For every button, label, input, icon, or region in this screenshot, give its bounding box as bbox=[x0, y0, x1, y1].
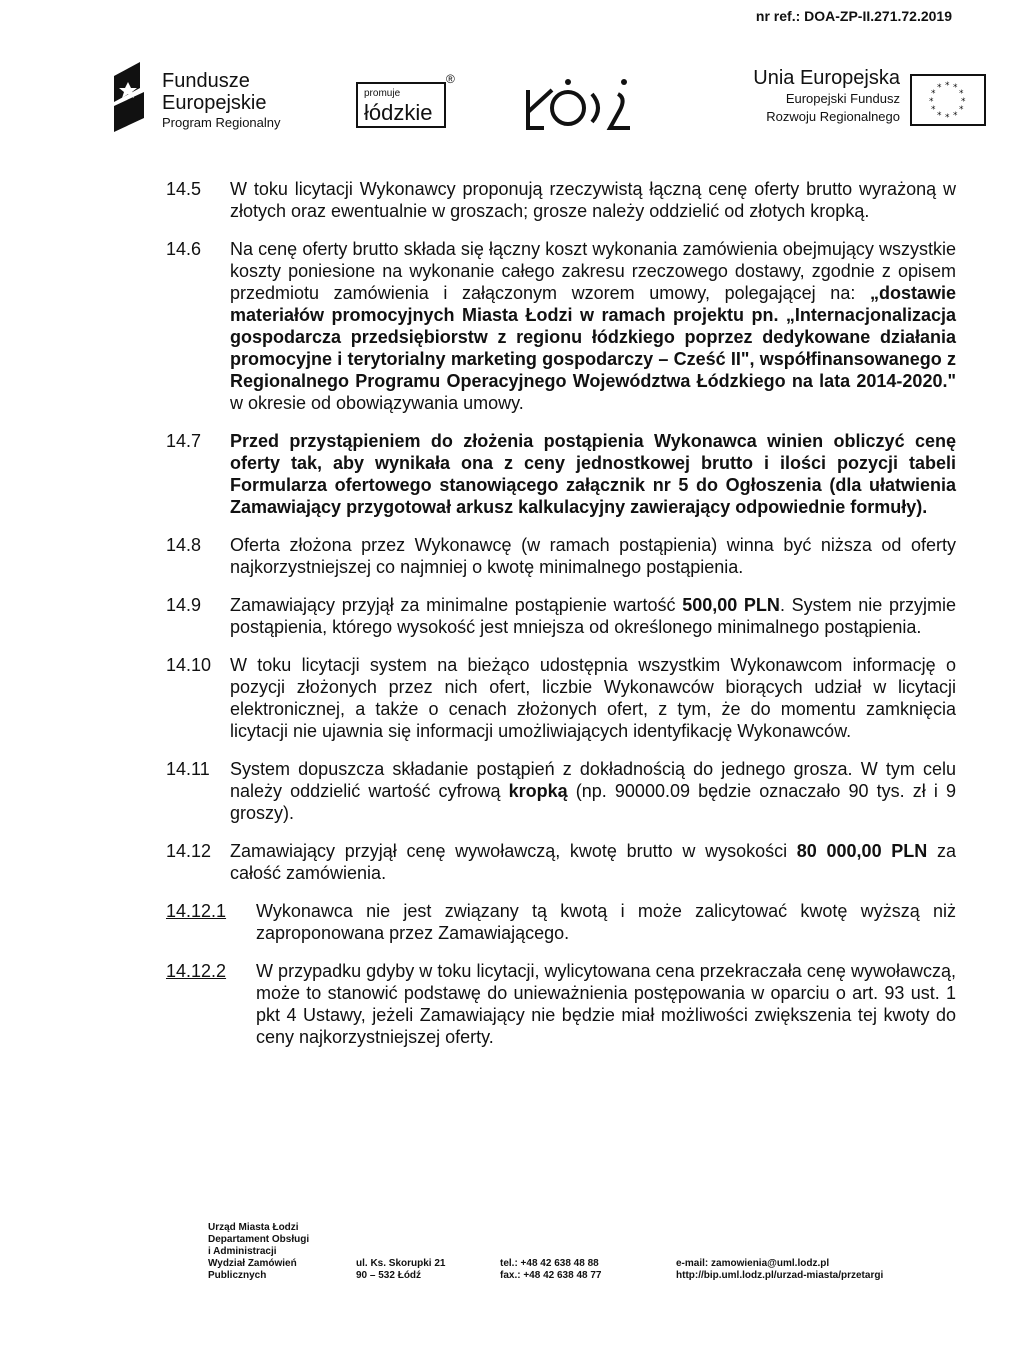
bold-text: „dostawie materiałów promocyjnych Miasta Łodzi w ramach projektu pn. „Internacjonalizacja gospodarcza przedsiębiorstw z regionu łódzkiego poprzez dedykowane działania promocyjne i terytorialny marketing gospodarczy – Cześć II", współfinansowanego z Regionalnego Programu Operacyjnego Województwa Łódzkiego na lata 2014-2020." bbox=[230, 283, 956, 391]
eu-stars-icon bbox=[912, 76, 984, 124]
footer-address bbox=[356, 1258, 445, 1282]
footer-url: http://bip.uml.lodz.pl/urzad-miasta/przetargi bbox=[676, 1270, 884, 1281]
text-run: W toku licytacji system na bieżąco udostępnia wszystkim Wykonawcom informację o pozycji złożonych przez nich ofert, liczbie Wykonawców biorących udział w licytacji elektronicznej, a także o cenach złożonych ofert, z tym, że do momentu zamknięcia licytacji nie ujawnia się informacji umożliwiających identyfikację Wykonawców. bbox=[230, 655, 956, 741]
ue-line2: Europejski Fundusz bbox=[785, 91, 900, 106]
text-run: System dopuszcza składanie postąpień z dokładnością do jednego grosza. W tym celu należy oddzielić wartość cyfrową bbox=[230, 759, 956, 801]
bold-text: Przed przystąpieniem do złożenia postąpienia Wykonawca winien obliczyć cenę oferty tak, aby wynikała ona z ceny jednostkowej brutto i ilości pozycji tabeli Formularza ofertowego stanowiącego załącznik nr 5 do Ogłoszenia (dla ułatwienia Zamawiający przygotował arkusz kalkulacyjny zawierający odpowiednie formuły). bbox=[230, 431, 956, 517]
section-number: 14.8 bbox=[166, 535, 202, 555]
svg-text:*: * bbox=[961, 97, 966, 107]
svg-text:*: * bbox=[937, 111, 942, 121]
section-number: 14.5 bbox=[166, 179, 202, 199]
svg-text:*: * bbox=[937, 83, 942, 93]
ue-line3: Rozwoju Regionalnego bbox=[766, 109, 900, 124]
fe-line2: Europejskie bbox=[162, 92, 267, 114]
section-text bbox=[230, 430, 956, 518]
bold-text: 500,00 PLN bbox=[682, 595, 780, 615]
footer-address-line: ul. Ks. Skorupki 21 bbox=[356, 1258, 446, 1269]
section-text bbox=[256, 900, 956, 944]
footer-address-line: 90 – 532 Łódź bbox=[356, 1270, 422, 1281]
header-logos bbox=[110, 62, 990, 152]
section-text bbox=[230, 178, 956, 222]
section-number: 14.12.2 bbox=[166, 961, 227, 981]
section-text bbox=[230, 840, 956, 884]
footer-org-line: Publicznych bbox=[208, 1270, 267, 1281]
bold-text: kropką bbox=[508, 781, 568, 801]
text-run: Zamawiający przyjął cenę wywoławczą, kwotę brutto w wysokości bbox=[230, 841, 797, 861]
section-number: 14.12.1 bbox=[166, 901, 227, 921]
section-text bbox=[230, 758, 956, 824]
section-number: 14.12 bbox=[166, 841, 212, 861]
footer-fax-line: fax.: +48 42 638 48 77 bbox=[500, 1270, 602, 1281]
section-14-12-2 bbox=[166, 960, 956, 1048]
section-14-10 bbox=[166, 654, 956, 742]
footer-email: e-mail: zamowienia@uml.lodz.pl bbox=[676, 1258, 830, 1269]
bold-text: 80 000,00 PLN bbox=[796, 841, 928, 861]
section-14-9 bbox=[166, 594, 956, 638]
lodzkie-small-text: promuje bbox=[364, 88, 401, 99]
svg-text:*: * bbox=[931, 89, 936, 99]
fe-line3: Program Regionalny bbox=[162, 115, 281, 130]
section-14-11 bbox=[166, 758, 956, 824]
section-text bbox=[230, 534, 956, 578]
svg-text:*: * bbox=[945, 113, 950, 123]
section-text bbox=[230, 594, 956, 638]
section-14-8 bbox=[166, 534, 956, 578]
svg-text:*: * bbox=[953, 111, 958, 121]
footer-phone-line: tel.: +48 42 638 48 88 bbox=[500, 1258, 599, 1269]
registered-mark: ® bbox=[446, 72, 455, 86]
text-run: Na cenę oferty brutto składa się łączny koszt wykonania zamówienia obejmujący wszystkie koszty poniesione na wykonanie całego zakresu rzeczowego dostawy, zgodnie z opisem przedmiotu zamówienia i załączonym wzorem umowy, polegającej na: bbox=[230, 239, 956, 303]
section-number: 14.11 bbox=[166, 759, 210, 779]
svg-text:*: * bbox=[931, 105, 936, 115]
section-text bbox=[230, 238, 956, 414]
footer bbox=[208, 1222, 968, 1302]
text-run: W toku licytacji Wykonawcy proponują rzeczywistą łączną cenę oferty brutto wyrażoną w złotych oraz ewentualnie w groszach; grosze należy oddzielić od złotych kropką. bbox=[230, 179, 956, 221]
section-number: 14.9 bbox=[166, 595, 202, 615]
text-run: Wykonawca nie jest związany tą kwotą i może zalicytować kwotę wyższą niż zaproponowana przez Zamawiającego. bbox=[256, 901, 956, 943]
footer-org-line: Urząd Miasta Łodzi bbox=[208, 1222, 299, 1233]
text-run: (np. 90000.09 będzie oznaczało 90 tys. zł i 9 groszy). bbox=[230, 781, 956, 823]
text-run: w okresie od obowiązywania umowy. bbox=[230, 393, 524, 413]
section-14-5 bbox=[166, 178, 956, 222]
text-run: Oferta złożona przez Wykonawcę (w ramach postąpienia) winna być niższa od oferty najkorzystniejszej co najmniej o kwotę minimalnego postąpienia. bbox=[230, 535, 956, 577]
footer-org-line: Departament Obsługi bbox=[208, 1234, 310, 1245]
section-14-12 bbox=[166, 840, 956, 884]
svg-text:*: * bbox=[929, 97, 934, 107]
reference-number: nr ref.: DOA-ZP-II.271.72.2019 bbox=[755, 8, 952, 24]
svg-text:*: * bbox=[959, 105, 964, 115]
text-run: za całość zamówienia. bbox=[230, 841, 956, 883]
section-number: 14.6 bbox=[166, 239, 202, 259]
footer-org-line: i Administracji bbox=[208, 1246, 277, 1257]
section-number: 14.10 bbox=[166, 655, 212, 675]
document-body bbox=[166, 178, 956, 1064]
svg-text:*: * bbox=[959, 89, 964, 99]
unia-europejska-text bbox=[720, 66, 900, 126]
svg-text:*: * bbox=[953, 83, 958, 93]
fundusze-europejskie-logo-icon bbox=[110, 62, 148, 134]
section-14-12-1 bbox=[166, 900, 956, 944]
footer-web bbox=[676, 1258, 883, 1282]
fundusze-europejskie-text bbox=[162, 70, 281, 132]
section-14-7 bbox=[166, 430, 956, 518]
ue-line1: Unia Europejska bbox=[753, 67, 900, 89]
eu-flag bbox=[910, 74, 986, 126]
lodzkie-big-text: łódzkie bbox=[364, 100, 433, 125]
text-run: . System nie przyjmie postąpienia, którego wysokość jest mniejsza od określonego minimalnego postąpienia. bbox=[230, 595, 956, 637]
lodzkie-logo bbox=[356, 82, 446, 128]
region-logo-icon bbox=[522, 76, 648, 136]
section-14-6 bbox=[166, 238, 956, 414]
footer-org-line: Wydział Zamówień bbox=[208, 1258, 297, 1269]
footer-phone bbox=[500, 1258, 601, 1282]
section-text bbox=[230, 654, 956, 742]
text-run: Zamawiający przyjął za minimalne postąpienie wartość bbox=[230, 595, 683, 615]
svg-text:*: * bbox=[945, 81, 950, 91]
footer-org bbox=[208, 1222, 309, 1282]
fe-line1: Fundusze bbox=[162, 70, 250, 92]
section-text bbox=[256, 960, 956, 1048]
section-number: 14.7 bbox=[166, 431, 202, 451]
text-run: W przypadku gdyby w toku licytacji, wylicytowana cena przekraczała cenę wywoławczą, może to stanowić podstawę do unieważnienia postępowania w oparciu o art. 93 ust. 1 pkt 4 Ustawy, jeżeli Zamawiający nie będzie miał możliwości zwiększenia tej kwoty do ceny najkorzystniejszej oferty. bbox=[256, 961, 956, 1047]
